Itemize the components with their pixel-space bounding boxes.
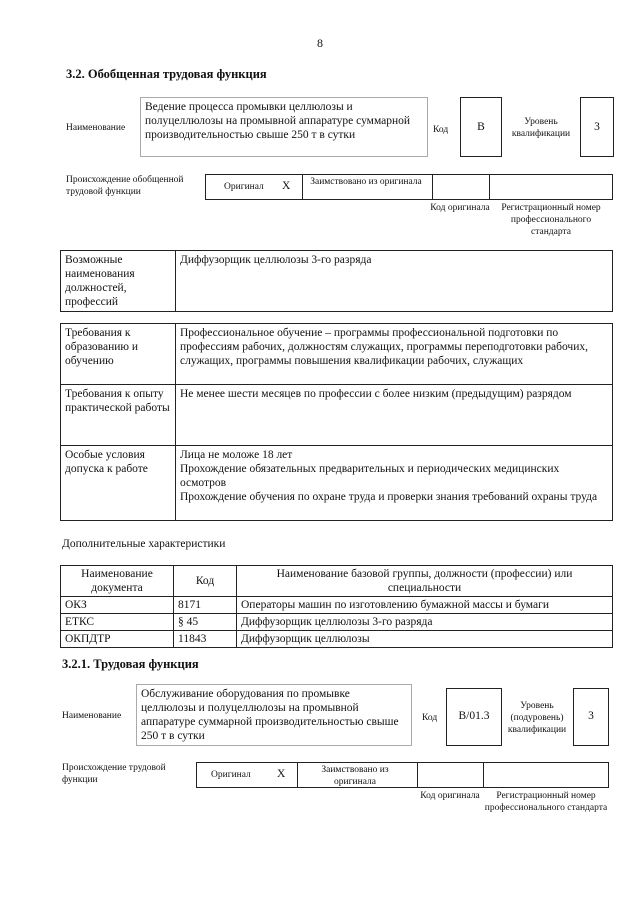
table-row (61, 597, 613, 614)
education-value: Профессиональное обучение – программы профессиональной подготовки по профессиям рабочих, должностям служащих, программы переподготовки рабочих, служащих, программы повышения квалификации рабочих, служащих (176, 324, 613, 385)
header-group: Наименование базовой группы, должности (профессии) или специальности (237, 566, 613, 597)
header-document: Наименование документа (61, 566, 174, 597)
level-value: 3 (573, 688, 609, 746)
section-heading: 3.2. Обобщенная трудовая функция (66, 67, 267, 81)
orig-code-caption: Код оригинала (430, 203, 490, 213)
experience-value: Не менее шести месяцев по профессии с более низким (предыдущим) разрядом (176, 385, 613, 446)
original-label: Оригинал (211, 770, 251, 780)
orig-code-caption: Код оригинала (420, 791, 480, 801)
condition-line: Лица не моложе 18 лет (180, 449, 293, 461)
original-mark: X (282, 180, 291, 192)
conditions-value (176, 446, 613, 521)
divider (417, 763, 418, 787)
positions-label: Возможные наименования должностей, профессий (61, 251, 176, 312)
doc-cell: ЕТКС (61, 614, 174, 631)
code-cell: 8171 (174, 597, 237, 614)
condition-line: Прохождение обучения по охране труда и проверки знания требований охраны труда (180, 491, 598, 503)
group-cell: Операторы машин по изготовлению бумажной массы и бумаги (237, 597, 613, 614)
group-cell: Диффузорщик целлюлозы 3-го разряда (237, 614, 613, 631)
experience-label: Требования к опыту практической работы (61, 385, 176, 446)
group-cell: Диффузорщик целлюлозы (237, 631, 613, 648)
code-cell: § 45 (174, 614, 237, 631)
additional-title: Дополнительные характеристики (62, 538, 226, 550)
code-label: Код (433, 125, 449, 135)
reg-number-caption: Регистрационный номер профессионального стандарта (501, 203, 601, 237)
origin-table (196, 762, 609, 788)
divider (489, 175, 490, 199)
page-number: 8 (317, 36, 323, 50)
conditions-label: Особые условия допуска к работе (61, 446, 176, 521)
level-label: Уровень (подуровень) квалификации (507, 701, 567, 735)
divider (483, 763, 484, 787)
borrowed-label: Заимствовано из оригинала (321, 765, 389, 787)
original-mark: X (277, 768, 286, 780)
code-value: В/01.3 (446, 688, 502, 746)
reg-number-caption: Регистрационный номер профессионального стандарта (484, 791, 608, 813)
header-code: Код (174, 566, 237, 597)
code-cell: 11843 (174, 631, 237, 648)
code-value: В (460, 97, 502, 157)
code-label: Код (422, 713, 438, 723)
requirements-table (60, 323, 613, 521)
divider (302, 175, 303, 199)
origin-label: Происхождение трудовой функции (62, 763, 166, 785)
section-heading: 3.2.1. Трудовая функция (62, 657, 199, 671)
doc-cell: ОКПДТР (61, 631, 174, 648)
level-label: Уровень квалификации (511, 117, 571, 139)
origin-label: Происхождение обобщенной трудовой функции (66, 175, 184, 197)
original-label: Оригинал (224, 182, 264, 192)
divider (432, 175, 433, 199)
name-value: Обслуживание оборудования по промывке целлюлозы и полуцеллюлозы на промывной аппаратуре суммарной производительностью свыше 250 т в сутки (136, 684, 412, 746)
borrowed-label: Заимствовано из оригинала (310, 177, 422, 187)
additional-table (60, 565, 613, 648)
table-row (61, 614, 613, 631)
name-value: Ведение процесса промывки целлюлозы и полуцеллюлозы на промывной аппаратуре суммарной производительностью свыше 250 т в сутки (140, 97, 428, 157)
doc-cell: ОКЗ (61, 597, 174, 614)
condition-line: Прохождение обязательных предварительных и периодических медицинских осмотров (180, 463, 560, 489)
name-label: Наименование (62, 711, 122, 721)
name-label: Наименование (66, 123, 126, 133)
positions-value: Диффузорщик целлюлозы 3-го разряда (176, 251, 613, 312)
positions-table (60, 250, 613, 312)
table-row (61, 631, 613, 648)
origin-table (205, 174, 613, 200)
education-label: Требования к образованию и обучению (61, 324, 176, 385)
level-value: 3 (580, 97, 614, 157)
divider (297, 763, 298, 787)
